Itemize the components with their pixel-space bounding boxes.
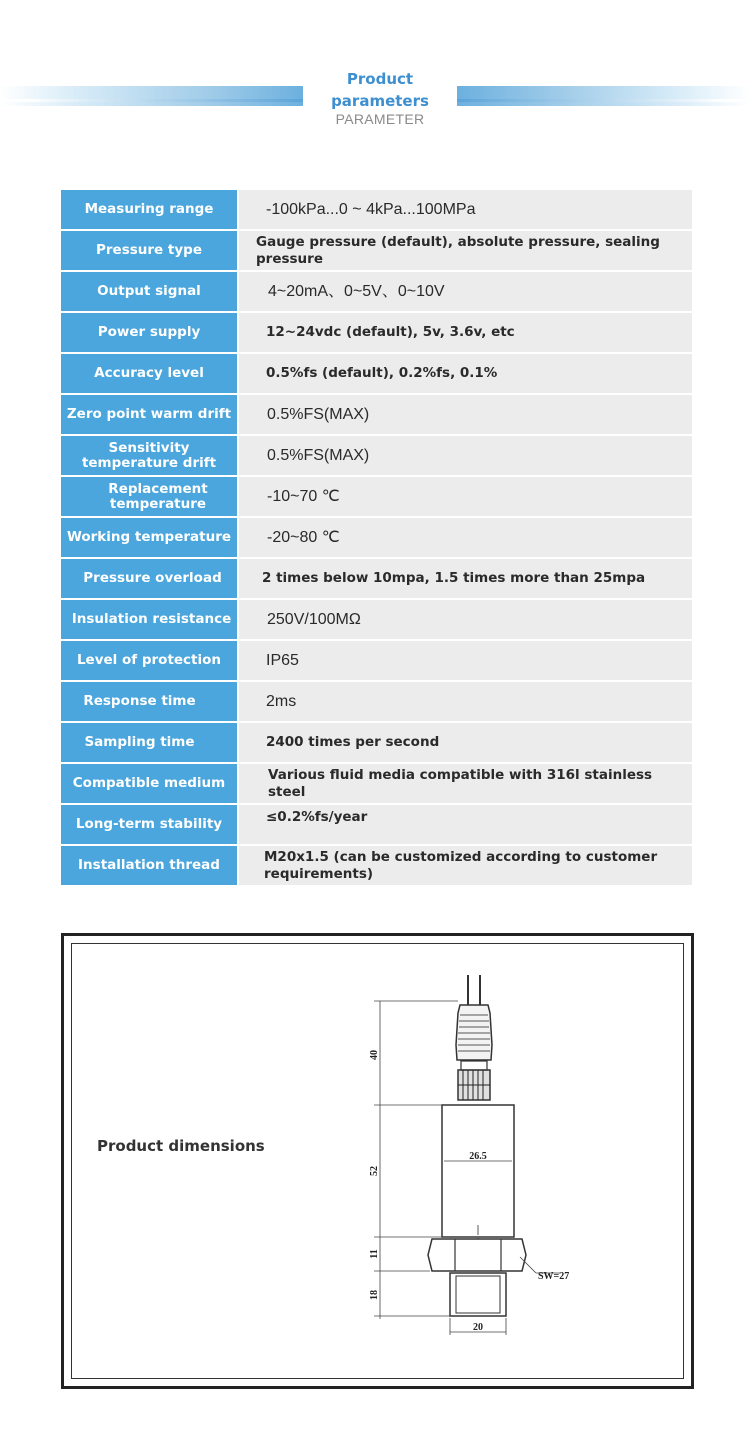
param-value: 0.5%FS(MAX) (239, 436, 692, 475)
param-value: M20x1.5 (can be customized according to customer requirements) (239, 846, 692, 885)
param-label: Response time (61, 682, 237, 721)
param-label: Long-term stability (61, 805, 237, 844)
table-row (61, 436, 692, 475)
param-value: 4~20mA、0~5V、0~10V (239, 272, 692, 311)
param-value: 0.5%FS(MAX) (239, 395, 692, 434)
section-title-line2: parameters (331, 92, 429, 110)
param-label: Installation thread (61, 846, 237, 885)
param-value: 250V/100MΩ (239, 600, 692, 639)
section-title-line1: Product (346, 70, 414, 88)
table-row (61, 805, 692, 844)
param-value: Gauge pressure (default), absolute pressure, sealing pressure (239, 231, 692, 270)
dimensions-label: Product dimensions (97, 1137, 265, 1155)
header-bar-left (0, 86, 303, 106)
dim-label-sw: SW=27 (538, 1271, 570, 1282)
param-value: 12~24vdc (default), 5v, 3.6v, etc (239, 313, 692, 352)
table-row (61, 313, 692, 352)
param-value: IP65 (239, 641, 692, 680)
table-row (61, 272, 692, 311)
param-value: -20~80 ℃ (239, 518, 692, 557)
param-label: Replacement temperature (61, 477, 237, 516)
table-row (61, 477, 692, 516)
dimension-drawing (360, 975, 610, 1345)
thread (450, 1273, 506, 1316)
param-label: Output signal (61, 272, 237, 311)
dim-label-18: 18 (369, 1290, 380, 1300)
header-bar-right (457, 86, 750, 106)
param-label: Zero point warm drift (61, 395, 237, 434)
table-row (61, 682, 692, 721)
param-value: ≤0.2%fs/year (239, 805, 692, 844)
param-value: 2 times below 10mpa, 1.5 times more than 25mpa (239, 559, 692, 598)
table-row (61, 190, 692, 229)
param-label: Pressure overload (61, 559, 237, 598)
param-label: Compatible medium (61, 764, 237, 803)
param-label: Power supply (61, 313, 237, 352)
sensor-body (442, 1105, 514, 1237)
param-value: -10~70 ℃ (239, 477, 692, 516)
table-row (61, 518, 692, 557)
param-label: Sampling time (61, 723, 237, 762)
dim-label-26-5: 26.5 (469, 1151, 487, 1162)
dim-label-20: 20 (473, 1322, 483, 1333)
param-value: 2400 times per second (239, 723, 692, 762)
dim-label-11: 11 (369, 1249, 380, 1259)
table-row (61, 600, 692, 639)
param-value: -100kPa...0 ~ 4kPa...100MPa (239, 190, 692, 229)
hex-nut (428, 1239, 526, 1271)
connector-neck (461, 1061, 487, 1070)
param-label: Measuring range (61, 190, 237, 229)
table-row (61, 641, 692, 680)
dim-label-40: 40 (369, 1050, 380, 1060)
dim-label-52: 52 (369, 1166, 380, 1176)
table-row (61, 723, 692, 762)
param-label: Level of protection (61, 641, 237, 680)
parameter-table (61, 190, 692, 887)
param-label: Insulation resistance (61, 600, 237, 639)
param-label: Pressure type (61, 231, 237, 270)
param-label: Accuracy level (61, 354, 237, 393)
table-row (61, 559, 692, 598)
table-row (61, 846, 692, 885)
table-row (61, 764, 692, 803)
param-value: Various fluid media compatible with 316l stainless steel (239, 764, 692, 803)
param-value: 2ms (239, 682, 692, 721)
param-value: 0.5%fs (default), 0.2%fs, 0.1% (239, 354, 692, 393)
table-row (61, 354, 692, 393)
param-label: Working temperature (61, 518, 237, 557)
table-row (61, 231, 692, 270)
param-label: Sensitivity temperature drift (61, 436, 237, 475)
section-subtitle: PARAMETER (335, 111, 425, 127)
table-row (61, 395, 692, 434)
section-title (303, 68, 457, 112)
